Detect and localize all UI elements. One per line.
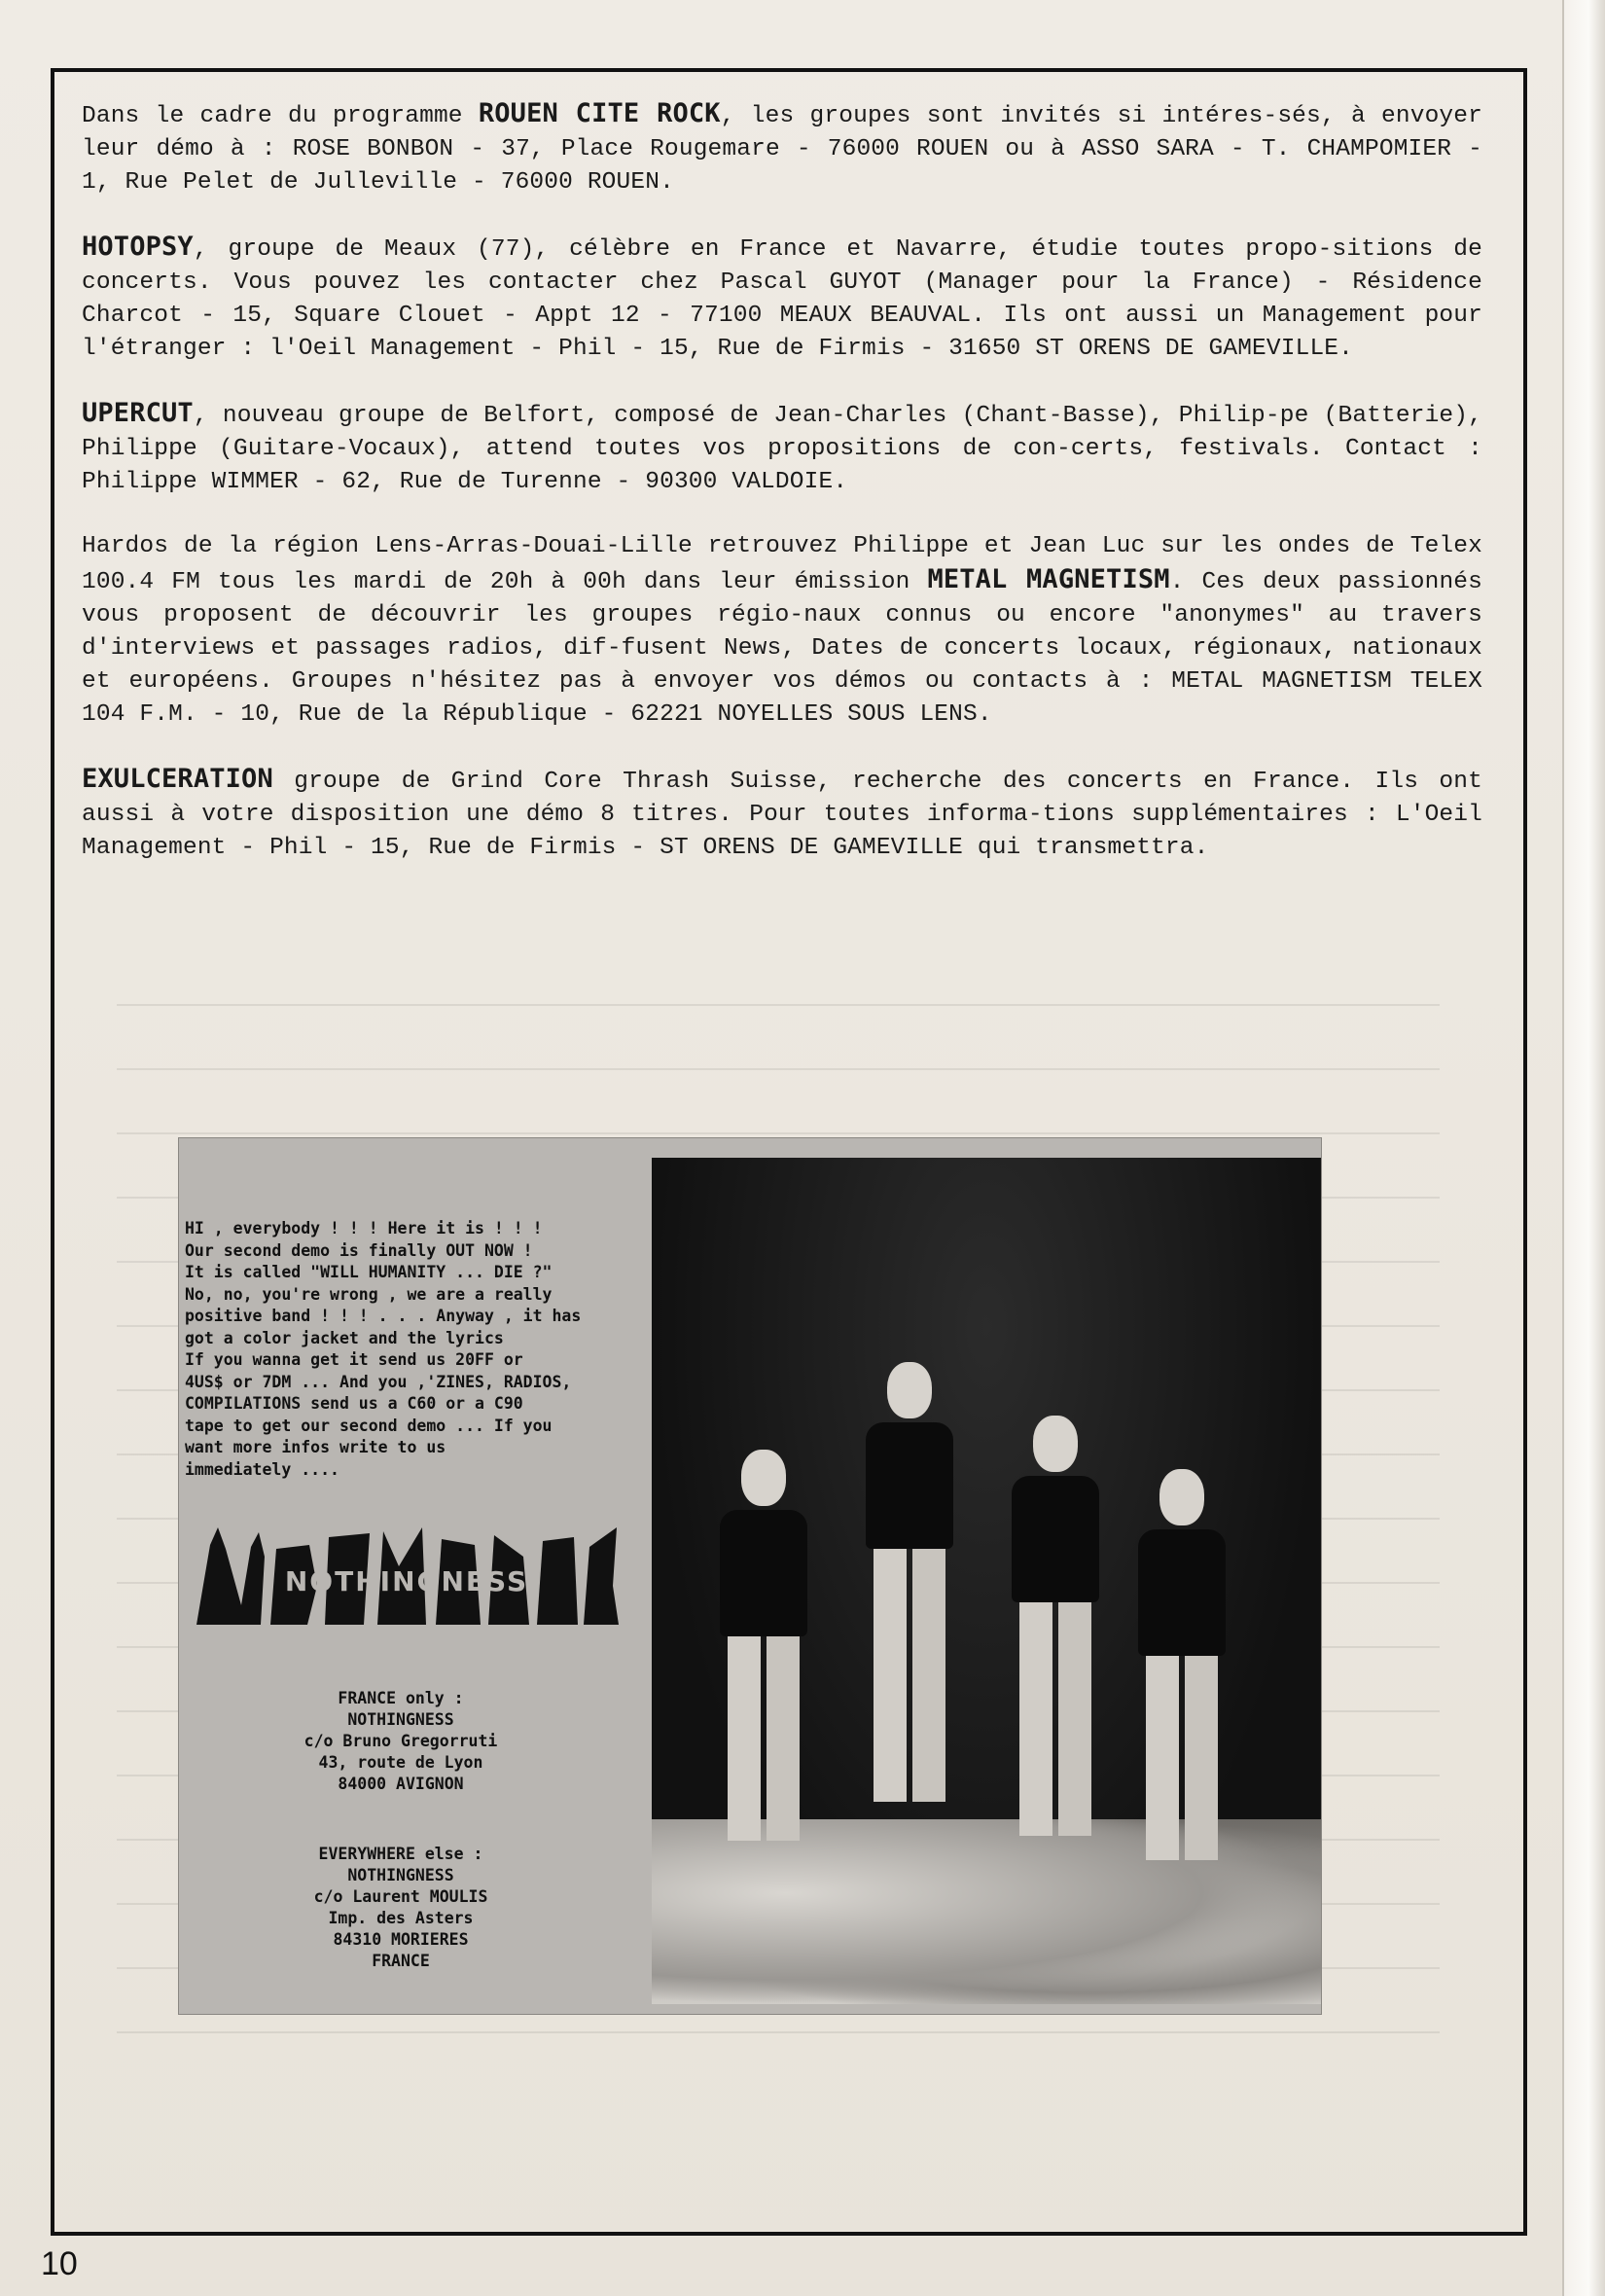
band-flyer <box>179 1138 1321 2014</box>
paragraph-text: groupe de Grind Core Thrash Suisse, recherche des concerts en France. Ils ont aussi à votre disposition une démo 8 titres. Pour toutes informa-tions supplémentaires : L'Oeil Management - Phil - 15, Rue de Firmis - ST ORENS DE GAMEVILLE qui transmettra. <box>82 769 1482 861</box>
paragraph-hotopsy <box>82 231 1482 366</box>
paragraph-exulceration <box>82 763 1482 865</box>
paragraph-metal-magnetism <box>82 530 1482 732</box>
band-name-heading: UPERCUT <box>82 398 194 428</box>
paragraph-rouen-cite-rock <box>82 97 1482 199</box>
band-logo <box>193 1527 621 1634</box>
paragraph-text: , groupe de Meaux (77), célèbre en France et Navarre, étudie toutes propo-sitions de concerts. Vous pouvez les contacter chez Pascal GUYOT (Manager pour la France) - Résidence Charcot - 15, Square Clouet - Appt 12 - 77100 MEAUX BEAUVAL. Ils ont aussi un Management pour l'étranger : l'Oeil Management - Phil - 15, Rue de Firmis - 31650 ST ORENS DE GAMEVILLE. <box>82 236 1482 362</box>
worldwide-address: EVERYWHERE else : NOTHINGNESS c/o Laurent MOULIS Imp. des Asters 84310 MORIERES FRANCE <box>313 1845 488 1970</box>
band-member-figure <box>720 1450 807 1841</box>
paragraph-upercut <box>82 397 1482 499</box>
band-photo <box>652 1158 1321 2004</box>
band-member-figure <box>1012 1416 1099 1836</box>
band-member-figure <box>866 1362 953 1802</box>
band-name-heading: METAL MAGNETISM <box>927 564 1170 594</box>
paragraph-text: , nouveau groupe de Belfort, composé de Jean-Charles (Chant-Basse), Philip-pe (Batterie), Philippe (Guitare-Vocaux), attend toutes vos propositions de con-certs, festivals. Contact : Philippe WIMMER - 62, Rue de Turenne - 90300 VALDOIE. <box>82 403 1482 495</box>
paragraph-text: . Ces deux passionnés vous proposent de découvrir les groupes régio-naux connus ou encore "anonymes" au travers d'interviews et passages radios, dif-fusent News, Dates de concerts locaux, régionaux, nationaux et européens. Groupes n'hésitez pas à envoyer vos démos ou contacts à : METAL MAGNETISM TELEX 104 F.M. - 10, Rue de la République - 62221 NOYELLES SOUS LENS. <box>82 569 1482 728</box>
svg-text:NOTHINGNESS: NOTHINGNESS <box>284 1565 529 1597</box>
band-name-heading: ROUEN CITE ROCK <box>478 98 721 128</box>
flyer-message: HI , everybody ! ! ! Here it is ! ! ! Our second demo is finally OUT NOW ! It is called "WILL HUMANITY ... DIE ?" No, no, you're wrong , we are a really positive band ! ! ! . . . Anyway , it has got a color jacket and the lyrics If you wanna get it send us 20FF or 4US$ or 7DM ... And you ,'ZINES, RADIOS, COMPILATIONS send us a C60 or a C90 tape to get our second demo ... If you want more infos write to us immediately .... <box>185 1219 582 1479</box>
band-name-heading: HOTOPSY <box>82 232 194 262</box>
adjacent-page-edge <box>1562 0 1605 2296</box>
france-address: FRANCE only : NOTHINGNESS c/o Bruno Gregorruti 43, route de Lyon 84000 AVIGNON <box>303 1689 498 1793</box>
paragraph-text: Hardos de la région Lens-Arras-Douai-Lille retrouvez Philippe et Jean Luc sur les ondes de Telex 100.4 FM tous les mardi de 20h à 00h dans leur émission <box>82 533 1482 595</box>
band-name-heading: EXULCERATION <box>82 764 273 794</box>
paragraph-text: , les groupes sont invités si intéres-sés, à envoyer leur démo à : ROSE BONBON - 37, Place Rougemare - 76000 ROUEN ou à ASSO SARA - T. CHAMPOMIER - 1, Rue Pelet de Julleville - 76000 ROUEN. <box>82 103 1482 196</box>
page-number: 10 <box>41 2245 78 2282</box>
band-member-figure <box>1138 1469 1226 1860</box>
paragraph-text: Dans le cadre du programme <box>82 103 479 129</box>
article-text <box>82 97 1482 896</box>
